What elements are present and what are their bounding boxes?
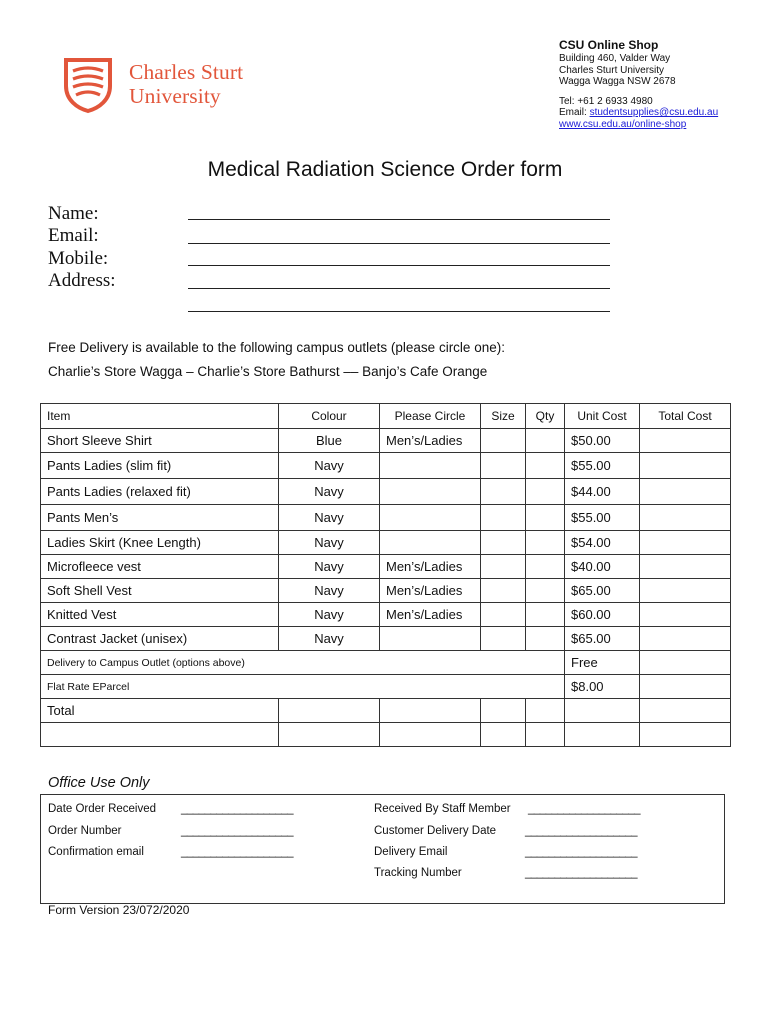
circle-cell[interactable]: Men’s/Ladies: [380, 555, 481, 579]
delivery-row-label: Delivery to Campus Outlet (options above): [41, 651, 565, 675]
delivery-email-line[interactable]: ___________________: [525, 846, 638, 858]
shop-address-line2: Charles Sturt University: [559, 64, 665, 76]
unit-cost-cell: $55.00: [565, 453, 640, 479]
colour-cell: Navy: [279, 453, 380, 479]
header-unit-cost: Unit Cost: [565, 404, 640, 429]
csu-crest-icon: [62, 56, 120, 114]
unit-cost-cell: $44.00: [565, 479, 640, 505]
eparcel-total-cell[interactable]: [640, 675, 731, 699]
qty-cell[interactable]: [526, 505, 565, 531]
eparcel-row-label: Flat Rate EParcel: [41, 675, 565, 699]
confirmation-email-label: Confirmation email: [48, 846, 144, 858]
unit-cost-cell: $55.00: [565, 505, 640, 531]
grand-total-cell[interactable]: [640, 699, 731, 723]
total-cost-cell[interactable]: [640, 505, 731, 531]
circle-cell[interactable]: Men’s/Ladies: [380, 579, 481, 603]
colour-cell: Blue: [279, 429, 380, 453]
unit-cost-cell: $65.00: [565, 579, 640, 603]
order-table: [40, 403, 731, 747]
email-field-line[interactable]: [188, 242, 610, 244]
size-cell[interactable]: [481, 531, 526, 555]
item-cell: Ladies Skirt (Knee Length): [41, 531, 279, 555]
name-label: Name:: [48, 203, 99, 224]
shop-email-label: Email:: [559, 107, 590, 119]
address-label: Address:: [48, 270, 116, 291]
unit-cost-cell: $40.00: [565, 555, 640, 579]
size-cell[interactable]: [481, 579, 526, 603]
shop-website-link[interactable]: www.csu.edu.au/online-shop: [559, 118, 687, 130]
email-label: Email:: [48, 225, 99, 246]
delivery-total-cell[interactable]: [640, 651, 731, 675]
total-row: [41, 699, 731, 723]
table-row: [41, 579, 731, 603]
customer-delivery-date-line[interactable]: ___________________: [525, 825, 638, 837]
shop-title: CSU Online Shop: [559, 38, 659, 52]
delivery-outlets: Charlie’s Store Wagga – Charlie’s Store Bathurst –– Banjo’s Cafe Orange: [48, 364, 488, 379]
order-number-label: Order Number: [48, 825, 122, 837]
unit-cost-cell: $54.00: [565, 531, 640, 555]
form-title: Medical Radiation Science Order form: [207, 158, 563, 181]
qty-cell[interactable]: [526, 555, 565, 579]
office-use-box: [40, 794, 725, 904]
item-cell: Pants Ladies (slim fit): [41, 453, 279, 479]
total-cost-cell[interactable]: [640, 453, 731, 479]
qty-cell[interactable]: [526, 531, 565, 555]
table-row: [41, 479, 731, 505]
circle-cell[interactable]: Men’s/Ladies: [380, 603, 481, 627]
colour-cell: Navy: [279, 505, 380, 531]
qty-cell[interactable]: [526, 627, 565, 651]
header-item: Item: [41, 404, 279, 429]
total-cost-cell[interactable]: [640, 479, 731, 505]
circle-cell[interactable]: Men’s/Ladies: [380, 429, 481, 453]
item-cell: Microfleece vest: [41, 555, 279, 579]
table-row: [41, 429, 731, 453]
header-please-circle: Please Circle: [380, 404, 481, 429]
total-cost-cell[interactable]: [640, 627, 731, 651]
item-cell: Knitted Vest: [41, 603, 279, 627]
name-field-line[interactable]: [188, 218, 610, 220]
delivery-row-cost: Free: [565, 651, 640, 675]
size-cell[interactable]: [481, 627, 526, 651]
size-cell[interactable]: [481, 603, 526, 627]
form-version: Form Version 23/072/2020: [48, 903, 190, 917]
colour-cell: Navy: [279, 579, 380, 603]
total-label: Total: [41, 699, 279, 723]
table-header-row: [41, 404, 731, 429]
header-colour: Colour: [279, 404, 380, 429]
unit-cost-cell: $50.00: [565, 429, 640, 453]
table-row: [41, 627, 731, 651]
shop-email-row: [559, 107, 718, 119]
qty-cell[interactable]: [526, 603, 565, 627]
total-cost-cell[interactable]: [640, 603, 731, 627]
total-cost-cell[interactable]: [640, 429, 731, 453]
order-number-line[interactable]: ___________________: [181, 825, 294, 837]
table-row: [41, 555, 731, 579]
circle-cell[interactable]: [380, 453, 481, 479]
logo-name-line2: University: [129, 84, 221, 108]
table-row: [41, 531, 731, 555]
unit-cost-cell: $65.00: [565, 627, 640, 651]
office-use-title: Office Use Only: [48, 775, 150, 791]
header-qty: Qty: [526, 404, 565, 429]
eparcel-row: [41, 675, 731, 699]
unit-cost-cell: $60.00: [565, 603, 640, 627]
blank-row: [41, 723, 731, 747]
address-field-line-2[interactable]: [188, 310, 610, 312]
table-row: [41, 505, 731, 531]
delivery-row: [41, 651, 731, 675]
address-field-line-1[interactable]: [188, 287, 610, 289]
size-cell[interactable]: [481, 453, 526, 479]
date-order-received-label: Date Order Received: [48, 803, 157, 815]
shop-email-link[interactable]: studentsupplies@csu.edu.au: [589, 107, 719, 119]
circle-cell[interactable]: [380, 531, 481, 555]
size-cell[interactable]: [481, 505, 526, 531]
total-cost-cell[interactable]: [640, 555, 731, 579]
item-cell: Short Sleeve Shirt: [41, 429, 279, 453]
size-cell[interactable]: [481, 429, 526, 453]
colour-cell: Navy: [279, 627, 380, 651]
circle-cell[interactable]: [380, 505, 481, 531]
qty-cell[interactable]: [526, 453, 565, 479]
header-size: Size: [481, 404, 526, 429]
eparcel-row-cost: $8.00: [565, 675, 640, 699]
total-cost-cell[interactable]: [640, 531, 731, 555]
colour-cell: Navy: [279, 531, 380, 555]
item-cell: Pants Men’s: [41, 505, 279, 531]
item-cell: Pants Ladies (relaxed fit): [41, 479, 279, 505]
received-by-label: Received By Staff Member: [374, 803, 511, 815]
delivery-info: Free Delivery is available to the following campus outlets (please circle one):: [48, 340, 505, 355]
qty-cell[interactable]: [526, 479, 565, 505]
shop-address-line1: Building 460, Valder Way: [559, 53, 671, 64]
size-cell[interactable]: [481, 479, 526, 505]
shop-tel: Tel: +61 2 6933 4980: [559, 95, 653, 107]
tracking-number-line[interactable]: ___________________: [525, 867, 638, 879]
colour-cell: Navy: [279, 555, 380, 579]
shop-contact-block: [559, 38, 718, 131]
shop-address-line3: Wagga Wagga NSW 2678: [559, 76, 676, 88]
mobile-label: Mobile:: [48, 248, 109, 269]
header-total-cost: Total Cost: [640, 404, 731, 429]
table-row: [41, 453, 731, 479]
colour-cell: Navy: [279, 479, 380, 505]
table-row: [41, 603, 731, 627]
colour-cell: Navy: [279, 603, 380, 627]
logo-name-line1: Charles Sturt: [129, 60, 244, 84]
logo-wordmark: [129, 60, 243, 108]
item-cell: Soft Shell Vest: [41, 579, 279, 603]
item-cell: Contrast Jacket (unisex): [41, 627, 279, 651]
circle-cell[interactable]: [380, 479, 481, 505]
mobile-field-line[interactable]: [188, 264, 610, 266]
total-cost-cell[interactable]: [640, 579, 731, 603]
customer-delivery-date-label: Customer Delivery Date: [374, 825, 497, 837]
received-by-line[interactable]: ___________________: [528, 803, 641, 815]
size-cell[interactable]: [481, 555, 526, 579]
date-order-received-line[interactable]: ___________________: [181, 803, 294, 815]
qty-cell[interactable]: [526, 579, 565, 603]
confirmation-email-line[interactable]: ___________________: [181, 846, 294, 858]
delivery-email-label: Delivery Email: [374, 846, 448, 858]
qty-cell[interactable]: [526, 429, 565, 453]
circle-cell[interactable]: [380, 627, 481, 651]
tracking-number-label: Tracking Number: [374, 867, 462, 879]
